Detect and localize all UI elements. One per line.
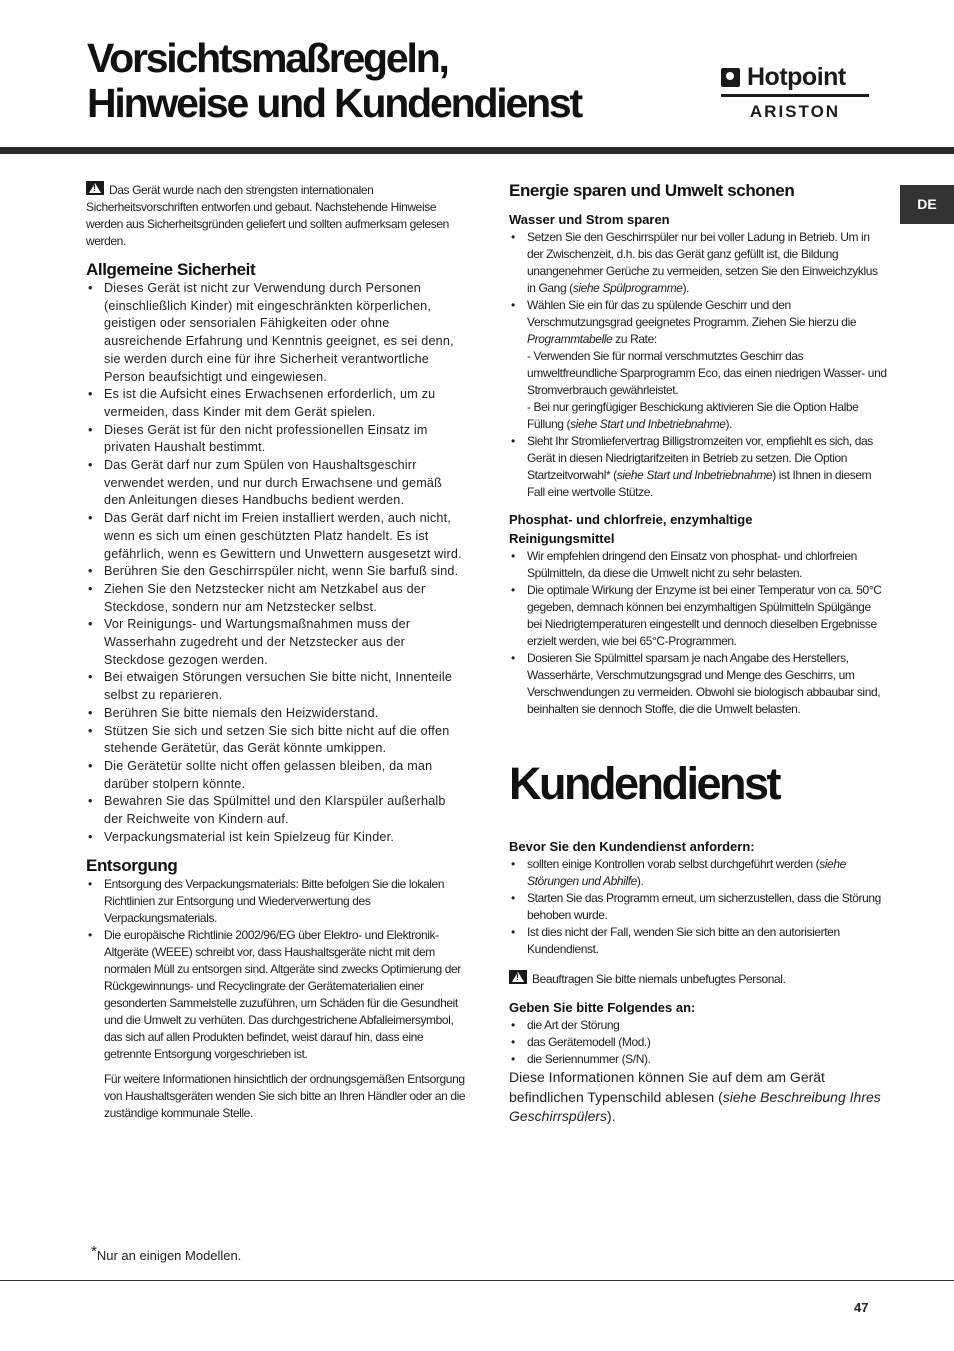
brand-logo <box>721 62 869 122</box>
list-item: • Entsorgung des Verpackungsmaterials: Bitte befolgen Sie die lokalen Richtlinien zur Entsorgung und Wiederverwertung des Verpackungsmaterials. <box>86 876 466 927</box>
list-item: • Ziehen Sie den Netzstecker nicht am Netzkabel aus der Steckdose, sondern nur am Netzstecker selbst. <box>86 581 466 616</box>
energy-heading: Energie sparen und Umwelt schonen <box>509 181 795 200</box>
disposal-note: Für weitere Informationen hinsichtlich der ordnungsgemäßen Entsorgung von Haushaltsgeräten wenden Sie sich bitte an Ihren Händler oder an die zuständige kommunale Stelle. <box>104 1071 466 1120</box>
service-title: Kundendienst <box>509 758 779 809</box>
list-item: • das Gerätemodell (Mod.) <box>509 1034 887 1051</box>
before-list <box>509 856 887 958</box>
water-heading: Wasser und Strom sparen <box>509 212 670 227</box>
warning-note: !Beauftragen Sie bitte niemals unbefugtes Personal. <box>509 970 887 988</box>
list-item: • Wir empfehlen dringend den Einsatz von phosphat- und chlorfreien Spülmitteln, da diese die Umwelt nicht zu sehr belasten. <box>509 548 887 582</box>
list-item: • Wählen Sie ein für das zu spülende Geschirr und den Verschmutzungsgrad geeignetes Programm. Ziehen Sie hierzu die Programmtabelle zu Rate: - Verwenden Sie für normal verschmutztes Geschirr das umweltfreundliche Sparprogramm Eco, das einen niedrigen Wasser- und Stromverbrauch gewährleistet. - Bei nur geringfügiger Beschickung aktivieren Sie die Option Halbe Füllung (siehe Start und Inbetriebnahme). <box>509 297 887 433</box>
list-item: • Vor Reinigungs- und Wartungsmaßnahmen muss der Wasserhahn zugedreht und der Netzstecker aus der Steckdose gezogen werden. <box>86 616 466 669</box>
list-item: • Das Gerät darf nicht im Freien installiert werden, auch nicht, wenn es sich um einen geschützten Platz handelt. Es ist gefährlich, wenn es Gewittern und Unwettern ausgesetzt wird. <box>86 510 466 563</box>
list-item: • Die europäische Richtlinie 2002/96/EG über Elektro- und Elektronik-Altgeräte (WEEE) schreibt vor, dass Haushaltsgeräte nicht mit dem normalen Müll zu entsorgen sind. Altgeräte sind zwecks Optimierung der Rückgewinnungs- und Recyclingrate der Gerätematerialien einer gesonderten Sammelstelle zuzuführen, um Schäden für die Gesundheit und die Umwelt zu verhüten. Das durchgestrichene Abfalleimersymbol, das sich auf allen Produkten befindet, weist darauf hin, dass eine getrennte Entsorgung vorgeschrieben ist. <box>86 927 466 1063</box>
footer-divider <box>0 1280 954 1281</box>
list-item: • Bewahren Sie das Spülmittel und den Klarspüler außerhalb der Reichweite von Kindern auf. <box>86 793 466 828</box>
list-item: • Es ist die Aufsicht eines Erwachsenen erforderlich, um zu vermeiden, dass Kinder mit dem Gerät spielen. <box>86 386 466 421</box>
disposal-heading: Entsorgung <box>86 855 178 875</box>
logo-sub: ARISTON <box>749 102 841 121</box>
right-column <box>509 181 887 1127</box>
water-list <box>509 229 887 501</box>
disposal-list <box>86 876 466 1063</box>
warning-icon <box>509 970 527 984</box>
intro-text: !Das Gerät wurde nach den strengsten internationalen Sicherheitsvorschriften entworfen und gebaut. Nachstehende Hinweise werden aus Sicherheitsgründen geliefert und sollten aufmerksam gelesen werden. <box>86 181 466 250</box>
logo-brand: Hotpoint <box>747 62 846 91</box>
list-item: • Die Gerätetür sollte nicht offen gelassen bleiben, da man darüber stolpern könnte. <box>86 758 466 793</box>
list-item: • sollten einige Kontrollen vorab selbst durchgeführt werden (siehe Störungen und Abhilfe). <box>509 856 887 890</box>
list-item: • Die optimale Wirkung der Enzyme ist bei einer Temperatur von ca. 50°C gegeben, demnach können bei enzymhaltigen Spülmitteln Spülgänge bei Niedrigtemperaturen eingestellt und dennoch dieselben Ergebnisse erzielt werden, wie bei 65°C-Programmen. <box>509 582 887 650</box>
list-item: • Sieht Ihr Stromliefervertrag Billigstromzeiten vor, empfiehlt es sich, das Gerät in diesen Niedrigtarifzeiten in Betrieb zu setzen. Die Option Startzeitvorwahl* (siehe Start und Inbetriebnahme) ist Ihnen in diesem Fall eine wertvolle Stütze. <box>509 433 887 501</box>
give-list <box>509 1017 887 1068</box>
final-text: Diese Informationen können Sie auf dem am Gerät befindlichen Typenschild ablesen (siehe Beschreibung Ihres Geschirrspülers). <box>509 1069 881 1124</box>
list-item: • Setzen Sie den Geschirrspüler nur bei voller Ladung in Betrieb. Um in der Zwischenzeit, d.h. bis das Gerät ganz gefüllt ist, die Bildung unangenehmer Gerüche zu vermeiden, setzen Sie den Einweichzyklus in Gang (siehe Spülprogramme). <box>509 229 887 297</box>
language-tab: DE <box>900 185 954 224</box>
list-item: • die Art der Störung <box>509 1017 887 1034</box>
header-divider <box>0 147 954 154</box>
footnote: *Nur an einigen Modellen. <box>91 1243 242 1263</box>
list-item: • Dieses Gerät ist für den nicht professionellen Einsatz im privaten Haushalt bestimmt. <box>86 422 466 457</box>
page-title: Vorsichtsmaßregeln, Hinweise und Kundendienst <box>87 35 581 126</box>
list-item: • Ist dies nicht der Fall, wenden Sie sich bitte an den autorisierten Kundendienst. <box>509 924 887 958</box>
list-item: • Dieses Gerät ist nicht zur Verwendung durch Personen (einschließlich Kinder) mit eingeschränkten körperlichen, geistigen oder sensorialen Fähigkeiten oder ohne ausreichende Erfahrung und Kenntnis geeignet, es sei denn, sie werden durch eine für ihre Sicherheit verantwortliche Person beaufsichtigt und eingewiesen. <box>86 280 466 386</box>
hotpoint-logo-icon <box>721 68 740 87</box>
list-item: • die Seriennummer (S/N). <box>509 1051 887 1068</box>
before-heading: Bevor Sie den Kundendienst anfordern: <box>509 839 755 854</box>
phosphate-list <box>509 548 887 718</box>
safety-list <box>86 280 466 847</box>
page-number: 47 <box>854 1300 869 1315</box>
list-item: • Starten Sie das Programm erneut, um sicherzustellen, dass die Störung behoben wurde. <box>509 890 887 924</box>
list-item: • Verpackungsmaterial ist kein Spielzeug für Kinder. <box>86 829 466 847</box>
list-item: • Dosieren Sie Spülmittel sparsam je nach Angabe des Herstellers, Wasserhärte, Verschmutzungsgrad und Menge des Geschirrs, um Verschwendungen zu vermeiden. Obwohl sie biologisch abbaubar sind, beinhalten sie dennoch Stoffe, die die Umwelt belasten. <box>509 650 887 718</box>
list-item: • Berühren Sie bitte niemals den Heizwiderstand. <box>86 705 466 723</box>
list-item: • Stützen Sie sich und setzen Sie sich bitte nicht auf die offen stehende Gerätetür, das Gerät könnte umkippen. <box>86 723 466 758</box>
left-column <box>86 181 466 1122</box>
list-item: • Bei etwaigen Störungen versuchen Sie bitte nicht, Innenteile selbst zu reparieren. <box>86 669 466 704</box>
list-item: • Das Gerät darf nur zum Spülen von Haushaltsgeschirr verwendet werden, und nur durch Erwachsene und gemäß den Anleitungen dieses Handbuchs bedient werden. <box>86 457 466 510</box>
warning-icon <box>86 181 104 195</box>
give-heading: Geben Sie bitte Folgendes an: <box>509 1000 696 1015</box>
safety-heading: Allgemeine Sicherheit <box>86 260 256 279</box>
phosphate-heading: Phosphat- und chlorfreie, enzymhaltige Reinigungsmittel <box>509 512 753 546</box>
list-item: • Berühren Sie den Geschirrspüler nicht, wenn Sie barfuß sind. <box>86 563 466 581</box>
